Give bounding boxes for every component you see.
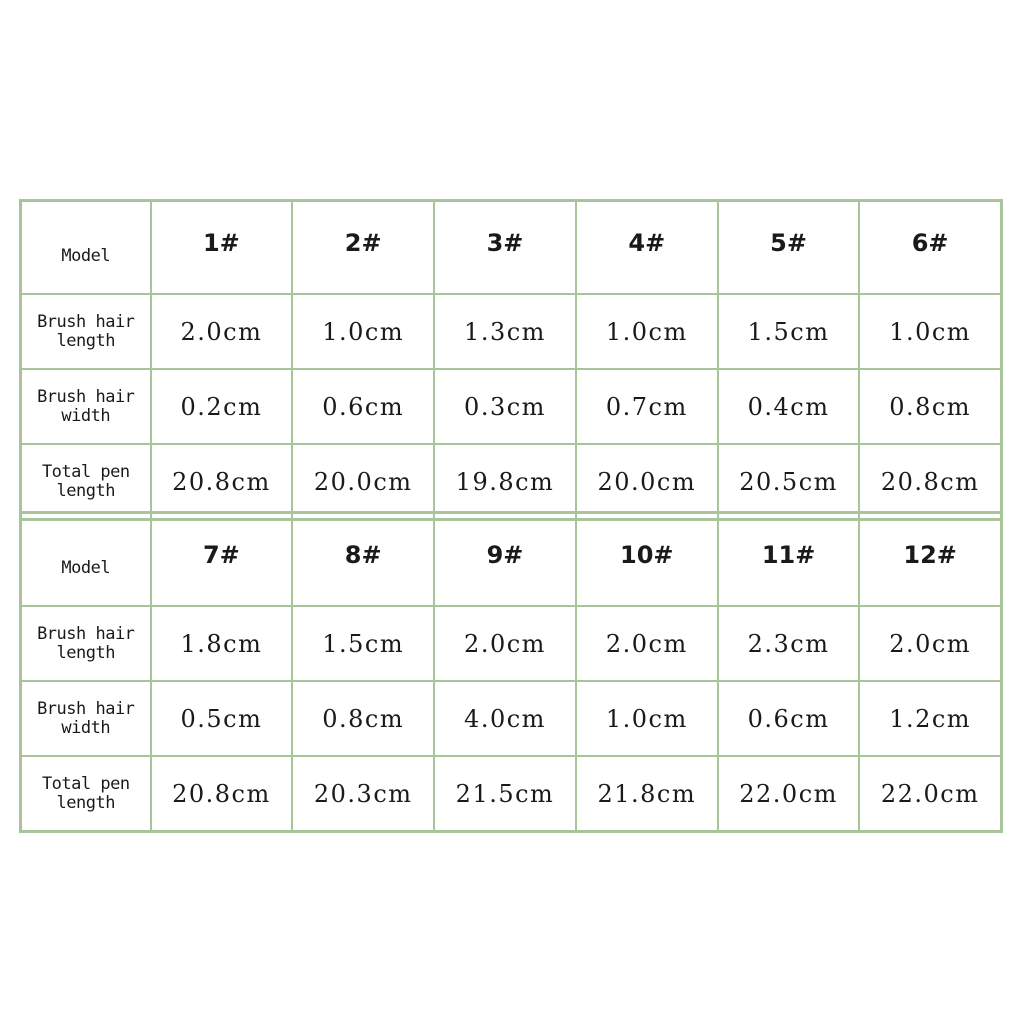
table-cell: 20.0cm <box>576 444 718 520</box>
table-cell: 2.0cm <box>576 606 718 681</box>
table-cell: 0.5cm <box>151 681 293 756</box>
model-number: 3# <box>434 201 576 295</box>
table-cell: 1.2cm <box>859 681 1001 756</box>
model-number: 11# <box>718 513 860 607</box>
table-cell: 20.3cm <box>292 756 434 832</box>
brush-hair-length-row <box>21 294 1002 369</box>
spec-table-models-7-12 <box>19 511 1003 833</box>
table-cell: 0.6cm <box>292 369 434 444</box>
table-cell: 1.0cm <box>576 681 718 756</box>
table-cell: 1.5cm <box>718 294 860 369</box>
row-label: Brush hair length <box>21 606 151 681</box>
table-cell: 1.5cm <box>292 606 434 681</box>
table-cell: 0.6cm <box>718 681 860 756</box>
table-cell: 22.0cm <box>859 756 1001 832</box>
table-cell: 20.5cm <box>718 444 860 520</box>
model-number: 6# <box>859 201 1001 295</box>
model-number: 2# <box>292 201 434 295</box>
table-cell: 20.0cm <box>292 444 434 520</box>
table-cell: 19.8cm <box>434 444 576 520</box>
brush-hair-width-row <box>21 681 1002 756</box>
brush-hair-width-row <box>21 369 1002 444</box>
model-number: 8# <box>292 513 434 607</box>
table-cell: 2.0cm <box>859 606 1001 681</box>
total-pen-length-row <box>21 756 1002 832</box>
model-number: 5# <box>718 201 860 295</box>
model-row <box>21 513 1002 607</box>
table-cell: 0.4cm <box>718 369 860 444</box>
model-number: 9# <box>434 513 576 607</box>
row-label: Brush hair width <box>21 681 151 756</box>
model-number: 1# <box>151 201 293 295</box>
row-label: Total pen length <box>21 444 151 520</box>
table-cell: 4.0cm <box>434 681 576 756</box>
table-cell: 0.8cm <box>859 369 1001 444</box>
table-cell: 1.0cm <box>292 294 434 369</box>
model-number: 10# <box>576 513 718 607</box>
table-cell: 1.0cm <box>576 294 718 369</box>
model-label: Model <box>21 201 151 295</box>
model-row <box>21 201 1002 295</box>
row-label: Brush hair width <box>21 369 151 444</box>
row-label: Total pen length <box>21 756 151 832</box>
model-number: 12# <box>859 513 1001 607</box>
total-pen-length-row <box>21 444 1002 520</box>
row-label: Brush hair length <box>21 294 151 369</box>
table-cell: 2.0cm <box>151 294 293 369</box>
model-number: 7# <box>151 513 293 607</box>
table-cell: 0.2cm <box>151 369 293 444</box>
model-label: Model <box>21 513 151 607</box>
table-cell: 0.7cm <box>576 369 718 444</box>
table-cell: 20.8cm <box>151 444 293 520</box>
model-number: 4# <box>576 201 718 295</box>
table-cell: 2.0cm <box>434 606 576 681</box>
table-cell: 0.8cm <box>292 681 434 756</box>
table-cell: 22.0cm <box>718 756 860 832</box>
table-cell: 1.8cm <box>151 606 293 681</box>
table-cell: 21.5cm <box>434 756 576 832</box>
spec-table-models-1-6 <box>19 199 1003 521</box>
brush-hair-length-row <box>21 606 1002 681</box>
table-cell: 20.8cm <box>859 444 1001 520</box>
table-cell: 1.0cm <box>859 294 1001 369</box>
table-cell: 21.8cm <box>576 756 718 832</box>
table-cell: 2.3cm <box>718 606 860 681</box>
table-cell: 20.8cm <box>151 756 293 832</box>
table-cell: 0.3cm <box>434 369 576 444</box>
table-cell: 1.3cm <box>434 294 576 369</box>
